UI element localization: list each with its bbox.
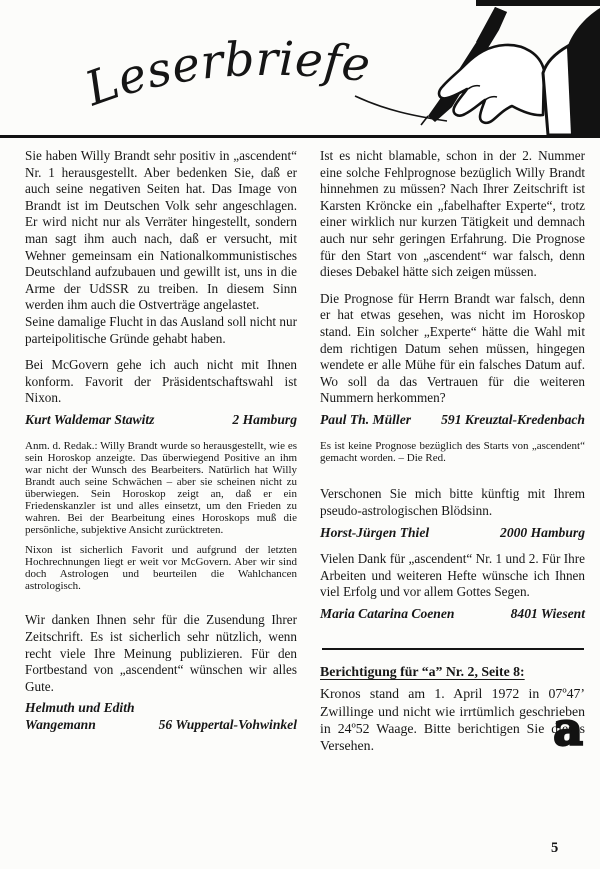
hand-pen-illustration bbox=[402, 2, 600, 135]
letter4-signature bbox=[320, 525, 585, 542]
editor-note-2 bbox=[320, 440, 585, 464]
signature-city: 56 Wuppertal-Vohwinkel bbox=[158, 716, 297, 732]
handwritten-title bbox=[55, 18, 455, 138]
pen-top-icon bbox=[476, 7, 507, 44]
correction-body: Kronos stand am 1. April 1972 in 07º47’ Zwillinge und nicht wie irrtümlich geschrieben in 24º52 Waage. Bitte berichtigen Sie dieses Versehen. bbox=[320, 686, 585, 753]
letter4-paragraph-1: Verschonen Sie mich bitte künftig mit Ihrem pseudo-astrologischen Blödsinn. bbox=[320, 486, 585, 518]
letter2 bbox=[25, 612, 297, 733]
signature-name: Paul Th. Müller bbox=[320, 411, 412, 427]
signature-name: Kurt Waldemar Stawitz bbox=[25, 411, 155, 427]
magazine-a-logo: a bbox=[553, 702, 583, 757]
header-divider bbox=[0, 135, 600, 138]
page-number: 5 bbox=[551, 840, 559, 856]
correction-heading: Berichtigung für “a” Nr. 2, Seite 8: bbox=[320, 664, 525, 680]
letter1-paragraph-2: Seine damalige Flucht in das Ausland soll nicht nur parteipolitische Gründe gehabt haben. bbox=[25, 313, 297, 346]
signature-name: Maria Catarina Coenen bbox=[320, 605, 455, 621]
editor-note2-paragraph: Es ist keine Prognose bezüglich des Starts von „ascendent“ gemacht worden. – Die Red. bbox=[320, 440, 585, 465]
editor-note-paragraph-1: Anm. d. Redak.: Willy Brandt wurde so herausgestellt, wie es sein Horoskop anzeigte. Das überwiegend Positive an ihm war nicht der Wunsch des Bearbeiters. Natürlich hat Willy Brandt auch seine Schwächen – aber sie scheinen nicht zu überwiegen. Sein Horoskop zeigt an, daß er ein Friedenskanzler ist und alles einsetzt, um den Frieden zu wahren. Bei der Bearbeitung eines Horoskops muß die persönliche, subjektive Ansicht zurücktreten. bbox=[25, 440, 297, 537]
letter5-paragraph-1: Vielen Dank für „ascendent“ Nr. 1 und 2. Für Ihre Arbeiten und weiteren Hefte wünsche ich Ihnen viel Erfolg und vor allem Gottes Segen. bbox=[320, 551, 585, 600]
letter2-paragraph-1: Wir danken Ihnen sehr für die Zusendung Ihrer Zeitschrift. Es ist sicherlich sehr nützlich, wenn recht viele Ihre Meinung publizieren. Für den Fortbestand von „ascendent“ wünschen wir alles Gute. bbox=[25, 612, 297, 694]
signature-city: 8401 Wiesent bbox=[510, 605, 585, 621]
editor-note bbox=[25, 440, 297, 592]
jacket-sleeve bbox=[567, 8, 600, 135]
pen-nib-icon bbox=[421, 116, 428, 125]
editor-note-paragraph-2: Nixon ist sicherlich Favorit und aufgrund der letzten Hochrechnungen liegt er weit vor McGovern. Aber wir sind doch Astrologen und beurteilen die Wahlchancen astrologisch. bbox=[25, 544, 297, 593]
left-column bbox=[25, 148, 297, 733]
signature-city: 2000 Hamburg bbox=[500, 524, 585, 540]
top-border-bar bbox=[476, 0, 600, 6]
signature-city: 591 Kreuztal-Kredenbach bbox=[441, 411, 585, 427]
letter1-paragraph-1: Sie haben Willy Brandt sehr positiv in „ascendent“ Nr. 1 herausgestellt. Aber bedenken Sie, daß er auch seine negativen Seiten hat. Das Image von Brandt ist im Deutschen Volk sehr angeschlagen. Er wird nicht nur als Verräter hingestellt, sondern man sagt ihm auch nach, daß er versucht, mit Wehner gemeinsam ein Nationalkommunistisches Deutschland aufzubauen und gewillt ist, uns in die Arme der UdSSR zu treiben. In diesem Sinn werden ihm auch die Ostverträge angelastet. bbox=[25, 148, 297, 313]
signature-line1: Helmuth und Edith bbox=[25, 700, 135, 716]
letter5-signature bbox=[320, 606, 585, 623]
correction-notice bbox=[320, 664, 585, 757]
section-divider bbox=[322, 648, 584, 650]
letter1-paragraph-3: Bei McGovern gehe ich auch nicht mit Ihnen konform. Favorit der Präsidentschaftswahl ist Nixon. bbox=[25, 357, 297, 406]
letter1-signature bbox=[25, 412, 297, 429]
signature-city: 2 Hamburg bbox=[232, 411, 297, 427]
letter2-signature bbox=[25, 700, 297, 733]
letter3-paragraph-2: Die Prognose für Herrn Brandt war falsch, denn er hat etwas gesehen, was nicht im Horoskop stand. Ein solcher „Experte“ hätte die Wahl mit dem richtigen Datum sehen müssen, hingegen wendete er alle Mühe für ein falsches Datum auf. Wo soll da das Vertrauen für die weiteren Nummern herkommen? bbox=[320, 290, 585, 406]
letter3-paragraph-1: Ist es nicht blamable, schon in der 2. Nummer eine solche Fehlprognose bezüglich Willy Brandt hinnehmen zu müssen? Nach Ihrer Zeitschrift ist Karsten Kröncke ein „fabelhafter Experte“, trotz einer wirklich nur kurzen Tätigkeit und demnach auch nur sehr geringen Erfahrung. Die Prognose für den Start von „ascendent“ war falsch, denn dieses Debakel hätte sich zeigen müssen. bbox=[320, 148, 585, 280]
right-column bbox=[320, 148, 585, 757]
signature-name: Wangemann bbox=[25, 716, 96, 732]
hand-shape bbox=[439, 45, 544, 123]
letter3-signature bbox=[320, 412, 585, 429]
signature-name: Horst-Jürgen Thiel bbox=[320, 524, 430, 540]
page-title: Leserbriefe bbox=[78, 31, 374, 118]
svg-text:Leserbriefe bbox=[78, 32, 374, 118]
